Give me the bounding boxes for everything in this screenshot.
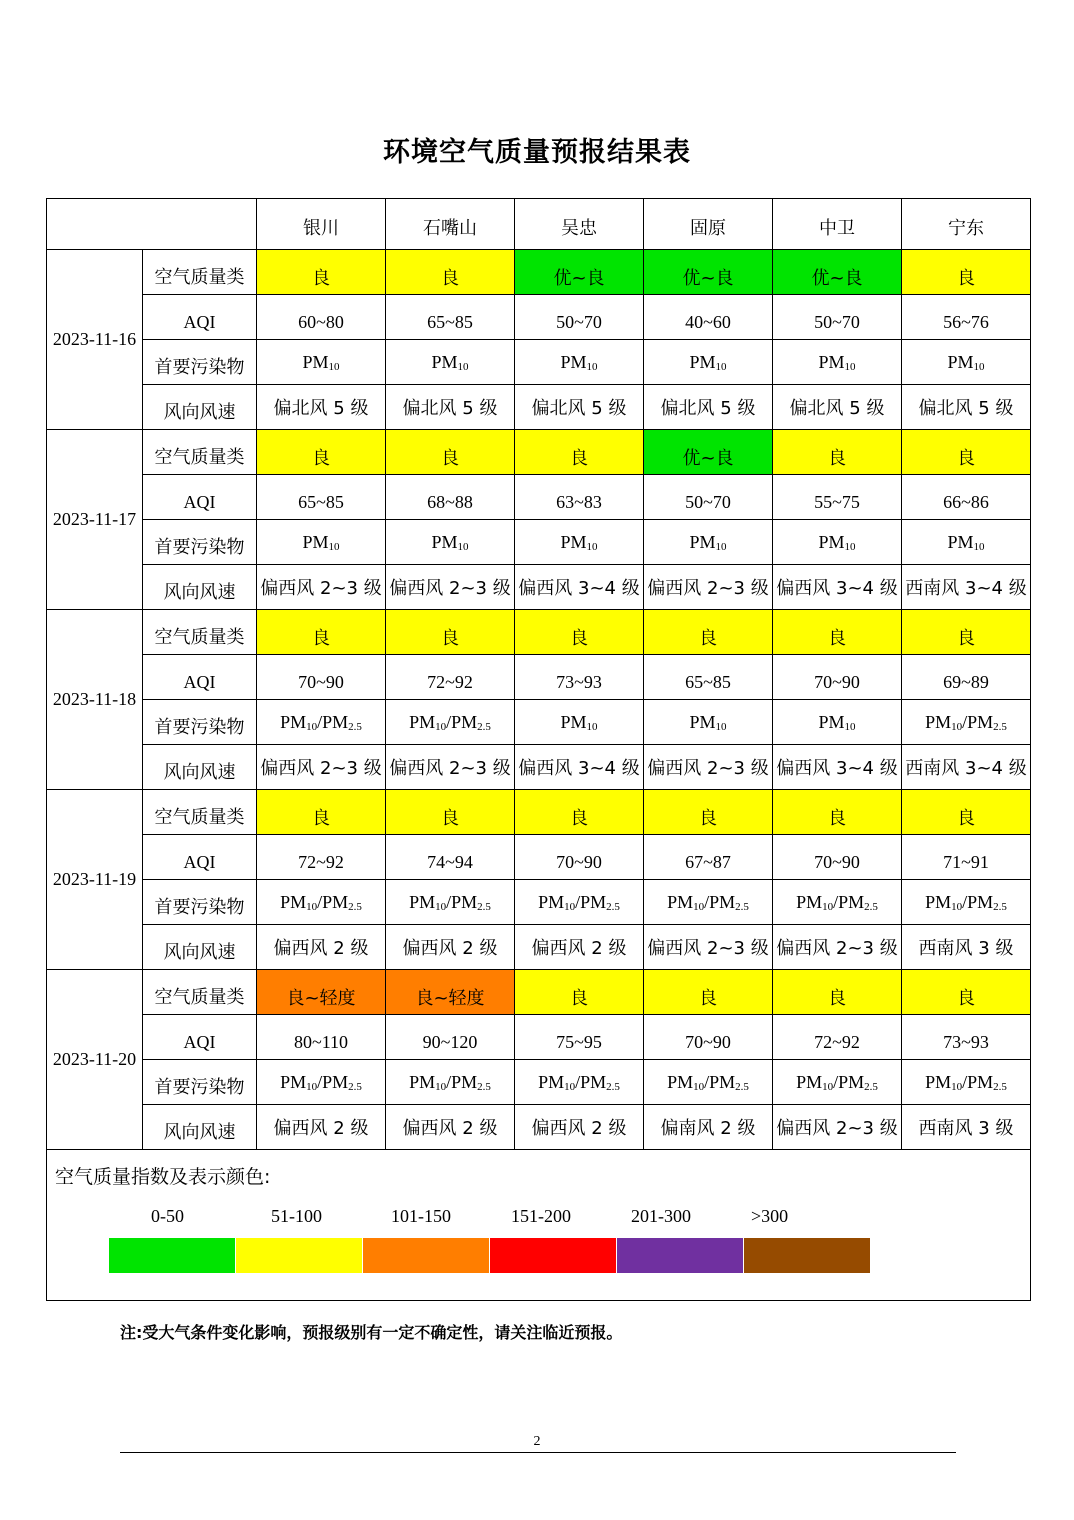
aqi-value: 75~95 [556,1031,602,1052]
row-label-aqi [143,295,257,340]
quality-cell [644,430,773,475]
legend-color-swatch [236,1238,362,1273]
quality-cell [902,430,1031,475]
quality-cell [773,610,902,655]
quality-cell [515,430,644,475]
pollutant-cell: $PM_{10}$ [902,340,1031,385]
pollutant-cell: $PM_{10}/PM_{2.5}$ [386,1060,515,1105]
row-label-pollutant [143,340,257,385]
row-aqi [47,835,1031,880]
row-label-pollutant [143,520,257,565]
quality-cell [386,610,515,655]
aqi-value: 60~80 [298,311,344,332]
city-header: 中卫 [773,199,902,250]
pollutant-cell: $PM_{10}$ [515,700,644,745]
row-label-aqi [143,655,257,700]
aqi-value: 65~85 [427,311,473,332]
aqi-value: 70~90 [298,671,344,692]
row-label-text: 风向风速 [163,1122,236,1143]
row-wind [47,745,1031,790]
aqi-cell [386,835,515,880]
aqi-value: 63~83 [556,491,602,512]
aqi-value: 70~90 [814,851,860,872]
row-aqi [47,295,1031,340]
pollutant-cell: $PM_{10}/PM_{2.5}$ [902,1060,1031,1105]
pollutant-cell: $PM_{10}$ [257,520,386,565]
aqi-cell [515,295,644,340]
forecast-table-body [47,199,1031,1150]
wind-cell: 偏西风 2 级 [515,1105,644,1150]
wind-cell: 偏西风 3~4 级 [515,745,644,790]
aqi-cell [773,655,902,700]
aqi-value: 72~92 [814,1031,860,1052]
page-number: 2 [533,1434,541,1449]
page-title: 环境空气质量预报结果表 [383,137,691,168]
quality-text: 良 [828,808,846,829]
footnote: 注:受大气条件变化影响，预报级别有一定不确定性，请关注临近预报。 [120,1323,623,1342]
row-aqi [47,655,1031,700]
quality-text: 良 [441,808,459,829]
aqi-cell [773,295,902,340]
aqi-value: 72~92 [427,671,473,692]
quality-cell [902,790,1031,835]
quality-text: 良 [699,628,717,649]
quality-text: 良 [570,988,588,1009]
aqi-cell [257,1015,386,1060]
wind-cell: 偏北风 5 级 [386,385,515,430]
wind-cell: 偏北风 5 级 [644,385,773,430]
legend-color-swatch [109,1238,235,1273]
quality-cell [515,790,644,835]
row-label-text: 首要污染物 [154,717,245,738]
wind-cell: 西南风 3~4 级 [902,745,1031,790]
legend-range-label: 0-50 [151,1206,184,1226]
row-label-text: 首要污染物 [154,537,245,558]
legend-range-label: >300 [751,1206,789,1226]
legend-range-label: 101-150 [391,1206,451,1226]
aqi-cell [257,655,386,700]
pollutant-cell: $PM_{10}/PM_{2.5}$ [386,880,515,925]
wind-cell: 偏西风 2 级 [386,1105,515,1150]
quality-text: 良 [957,628,975,649]
row-label-wind [143,745,257,790]
aqi-value: 68~88 [427,491,473,512]
aqi-cell [902,655,1031,700]
pollutant-cell: $PM_{10}$ [773,340,902,385]
row-label-text: 风向风速 [163,582,236,603]
row-wind [47,1105,1031,1150]
row-label-text: AQI [183,851,216,872]
quality-cell [902,610,1031,655]
city-header: 固原 [644,199,773,250]
quality-cell [773,970,902,1015]
legend-section [47,1150,1031,1301]
date-cell: 2023-11-16 [47,250,143,430]
quality-cell [902,250,1031,295]
row-label-wind [143,925,257,970]
row-label-text: 空气质量类 [154,267,245,288]
quality-text: 良 [312,448,330,469]
row-label-pollutant [143,1060,257,1105]
aqi-value: 56~76 [943,311,989,332]
quality-text: 良 [570,628,588,649]
row-label-text: 风向风速 [163,762,236,783]
city-header: 宁东 [902,199,1031,250]
legend-row [47,1150,1031,1301]
row-label-text: 空气质量类 [154,807,245,828]
city-header: 石嘴山 [386,199,515,250]
aqi-value: 71~91 [943,851,989,872]
pollutant-cell: $PM_{10}$ [644,520,773,565]
wind-cell: 偏北风 5 级 [773,385,902,430]
wind-cell: 偏北风 5 级 [515,385,644,430]
pollutant-cell: $PM_{10}/PM_{2.5}$ [257,700,386,745]
row-label-quality [143,610,257,655]
pollutant-cell: $PM_{10}$ [515,340,644,385]
quality-cell [257,250,386,295]
quality-text: 良 [957,268,975,289]
aqi-cell [386,295,515,340]
aqi-value: 73~93 [556,671,602,692]
aqi-cell [773,1015,902,1060]
pollutant-cell: $PM_{10}$ [773,700,902,745]
pollutant-cell: $PM_{10}/PM_{2.5}$ [773,880,902,925]
city-header: 吴忠 [515,199,644,250]
aqi-value: 72~92 [298,851,344,872]
row-quality [47,970,1031,1015]
aqi-value: 50~70 [556,311,602,332]
quality-text: 良 [441,268,459,289]
aqi-value: 80~110 [293,1031,349,1052]
aqi-cell [644,1015,773,1060]
quality-cell [386,430,515,475]
pollutant-cell: $PM_{10}$ [644,700,773,745]
quality-text: 良 [957,988,975,1009]
aqi-value: 40~60 [685,311,731,332]
wind-cell: 偏西风 2~3 级 [773,1105,902,1150]
row-label-text: 风向风速 [163,942,236,963]
pollutant-cell: $PM_{10}/PM_{2.5}$ [515,880,644,925]
pollutant-cell: $PM_{10}$ [386,340,515,385]
aqi-value: 50~70 [814,311,860,332]
aqi-cell [902,475,1031,520]
aqi-cell [773,835,902,880]
wind-cell: 偏西风 2~3 级 [386,565,515,610]
quality-text: 良 [699,988,717,1009]
row-pollutant [47,340,1031,385]
row-label-text: AQI [183,1031,216,1052]
quality-text: 优~良 [811,268,863,289]
pollutant-cell: $PM_{10}/PM_{2.5}$ [773,1060,902,1105]
quality-cell [773,430,902,475]
aqi-cell [902,295,1031,340]
wind-cell: 偏西风 2 级 [386,925,515,970]
row-label-quality [143,250,257,295]
aqi-cell [257,835,386,880]
row-label-aqi [143,475,257,520]
quality-cell [902,970,1031,1015]
wind-cell: 偏西风 3~4 级 [773,565,902,610]
quality-text: 良 [312,808,330,829]
row-quality [47,610,1031,655]
wind-cell: 偏西风 2~3 级 [644,925,773,970]
row-label-wind [143,385,257,430]
row-pollutant [47,700,1031,745]
date-cell: 2023-11-17 [47,430,143,610]
row-aqi [47,1015,1031,1060]
aqi-cell [902,835,1031,880]
pollutant-cell: $PM_{10}$ [644,340,773,385]
quality-text: 良 [312,628,330,649]
date-cell: 2023-11-18 [47,610,143,790]
pollutant-cell: $PM_{10}$ [257,340,386,385]
quality-cell [644,610,773,655]
aqi-value: 73~93 [943,1031,989,1052]
legend-color-swatch [744,1238,870,1273]
wind-cell: 偏西风 2~3 级 [773,925,902,970]
wind-cell: 偏西风 2 级 [257,1105,386,1150]
wind-cell: 偏西风 2 级 [257,925,386,970]
row-label-pollutant [143,880,257,925]
quality-cell [386,250,515,295]
pollutant-cell: $PM_{10}/PM_{2.5}$ [257,1060,386,1105]
aqi-cell [386,1015,515,1060]
quality-text: 良 [570,448,588,469]
wind-cell: 偏西风 2 级 [515,925,644,970]
row-label-text: 空气质量类 [154,987,245,1008]
row-quality [47,430,1031,475]
wind-cell: 偏西风 2~3 级 [386,745,515,790]
wind-cell: 偏西风 3~4 级 [515,565,644,610]
quality-cell [386,970,515,1015]
forecast-table [46,198,1031,1301]
aqi-cell [257,475,386,520]
quality-cell [257,790,386,835]
quality-text: 优~良 [682,268,734,289]
quality-cell [515,610,644,655]
quality-cell [386,790,515,835]
quality-text: 良 [312,268,330,289]
quality-cell [257,610,386,655]
quality-text: 良 [699,808,717,829]
wind-cell: 偏西风 2~3 级 [644,565,773,610]
quality-cell [257,430,386,475]
row-wind [47,565,1031,610]
quality-text: 良 [441,448,459,469]
quality-text: 良 [828,628,846,649]
row-pollutant [47,520,1031,565]
wind-cell: 偏西风 2~3 级 [257,745,386,790]
legend-range-label: 201-300 [631,1206,691,1226]
quality-text: 优~良 [682,448,734,469]
pollutant-cell: $PM_{10}/PM_{2.5}$ [644,880,773,925]
row-label-text: AQI [183,491,216,512]
wind-cell: 偏西风 2~3 级 [257,565,386,610]
pollutant-cell: $PM_{10}/PM_{2.5}$ [902,700,1031,745]
row-pollutant [47,880,1031,925]
aqi-value: 67~87 [685,851,731,872]
aqi-value: 50~70 [685,491,731,512]
quality-text: 良 [957,448,975,469]
header-corner [47,199,257,250]
wind-cell: 偏北风 5 级 [257,385,386,430]
aqi-value: 90~120 [422,1031,478,1052]
aqi-cell [386,475,515,520]
row-label-text: 风向风速 [163,402,236,423]
aqi-cell [515,475,644,520]
aqi-cell [902,1015,1031,1060]
aqi-cell [515,835,644,880]
row-aqi [47,475,1031,520]
quality-cell [515,250,644,295]
row-wind [47,385,1031,430]
wind-cell: 西南风 3 级 [902,925,1031,970]
aqi-cell [515,655,644,700]
row-label-text: 首要污染物 [154,357,245,378]
legend-color-swatch [617,1238,743,1273]
wind-cell: 偏西风 3~4 级 [773,745,902,790]
aqi-value: 65~85 [298,491,344,512]
quality-cell [773,250,902,295]
date-cell: 2023-11-20 [47,970,143,1150]
wind-cell: 西南风 3~4 级 [902,565,1031,610]
aqi-cell [773,475,902,520]
row-label-pollutant [143,700,257,745]
row-label-wind [143,565,257,610]
row-label-aqi [143,835,257,880]
row-wind [47,925,1031,970]
legend-color-swatch [490,1238,616,1273]
quality-text: 良 [828,448,846,469]
aqi-cell [257,295,386,340]
row-pollutant [47,1060,1031,1105]
aqi-value: 70~90 [685,1031,731,1052]
city-header: 银川 [257,199,386,250]
quality-cell [257,970,386,1015]
row-label-quality [143,430,257,475]
header-row [47,199,1031,250]
row-label-quality [143,790,257,835]
aqi-cell [644,475,773,520]
quality-text: 良~轻度 [286,988,356,1009]
aqi-value: 66~86 [943,491,989,512]
quality-cell [515,970,644,1015]
wind-cell: 西南风 3 级 [902,1105,1031,1150]
pollutant-cell: $PM_{10}$ [773,520,902,565]
legend-range-label: 51-100 [271,1206,322,1226]
pollutant-cell: $PM_{10}/PM_{2.5}$ [257,880,386,925]
footer-divider [120,1452,956,1453]
quality-cell [644,790,773,835]
pollutant-cell: $PM_{10}$ [386,520,515,565]
legend-color-swatch [363,1238,489,1273]
aqi-value: 70~90 [556,851,602,872]
date-cell: 2023-11-19 [47,790,143,970]
quality-text: 良 [441,628,459,649]
legend-title: 空气质量指数及表示颜色: [55,1166,271,1188]
row-label-text: AQI [183,311,216,332]
aqi-cell [644,655,773,700]
row-label-wind [143,1105,257,1150]
quality-text: 良 [957,808,975,829]
row-label-text: 首要污染物 [154,1077,245,1098]
quality-text: 良 [570,808,588,829]
aqi-value: 55~75 [814,491,860,512]
pollutant-cell: $PM_{10}/PM_{2.5}$ [644,1060,773,1105]
quality-cell [644,250,773,295]
aqi-value: 70~90 [814,671,860,692]
legend-range-label: 151-200 [511,1206,571,1226]
wind-cell: 偏南风 2 级 [644,1105,773,1150]
quality-text: 良 [828,988,846,1009]
row-label-text: 空气质量类 [154,627,245,648]
aqi-cell [386,655,515,700]
row-label-aqi [143,1015,257,1060]
wind-cell: 偏西风 2~3 级 [644,745,773,790]
row-label-quality [143,970,257,1015]
row-label-text: 空气质量类 [154,447,245,468]
aqi-value: 74~94 [427,851,473,872]
quality-cell [644,970,773,1015]
row-quality [47,250,1031,295]
aqi-value: 69~89 [943,671,989,692]
pollutant-cell: $PM_{10}/PM_{2.5}$ [515,1060,644,1105]
quality-cell [773,790,902,835]
wind-cell: 偏北风 5 级 [902,385,1031,430]
quality-text: 优~良 [553,268,605,289]
pollutant-cell: $PM_{10}/PM_{2.5}$ [902,880,1031,925]
pollutant-cell: $PM_{10}$ [515,520,644,565]
row-quality [47,790,1031,835]
row-label-text: AQI [183,671,216,692]
aqi-cell [644,295,773,340]
pollutant-cell: $PM_{10}/PM_{2.5}$ [386,700,515,745]
row-label-text: 首要污染物 [154,897,245,918]
quality-text: 良~轻度 [415,988,485,1009]
aqi-cell [515,1015,644,1060]
aqi-value: 65~85 [685,671,731,692]
aqi-cell [644,835,773,880]
pollutant-cell: $PM_{10}$ [902,520,1031,565]
